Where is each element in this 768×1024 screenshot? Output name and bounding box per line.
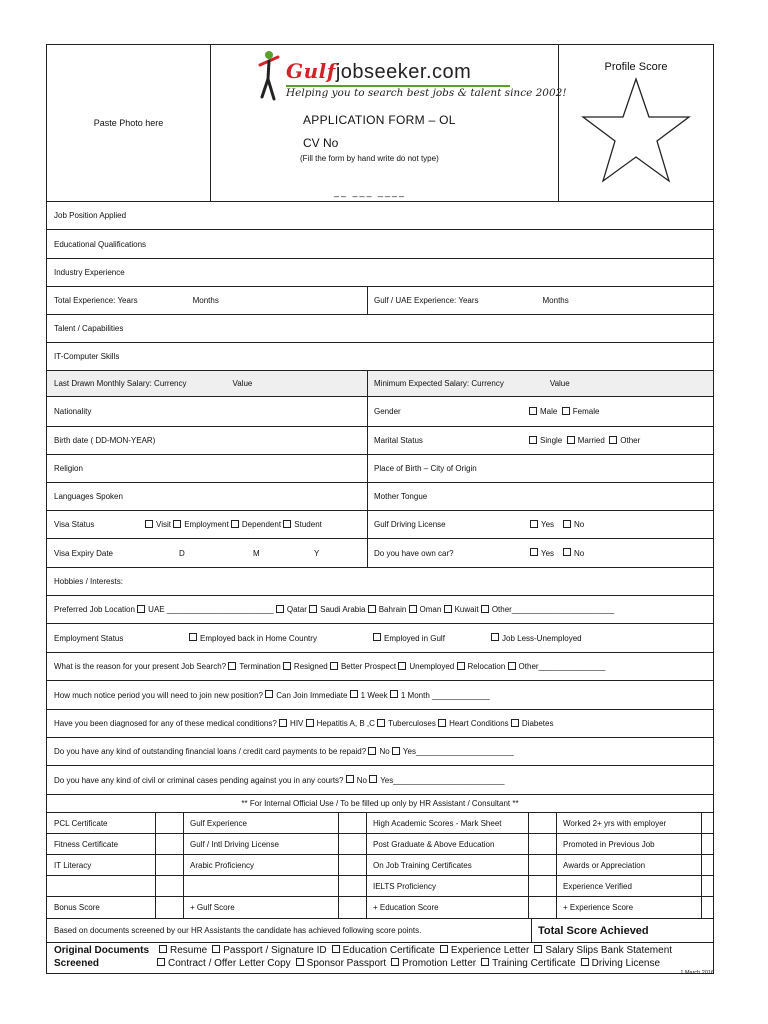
checkbox-diabetes[interactable] [511, 719, 519, 727]
hiv-label: HIV [290, 719, 304, 728]
original-doc-option [391, 958, 476, 969]
screened-label: Screened [54, 958, 100, 969]
one-month-label: 1 Month [400, 690, 430, 700]
student-label: Student [294, 520, 322, 529]
reason-other-label: Other_______________ [518, 662, 606, 671]
official-criterion: + Experience Score [563, 903, 634, 912]
form-header [47, 45, 713, 202]
tuberculoses-label: Tuberculoses [388, 719, 436, 728]
month-label: M [253, 548, 260, 558]
emp-unemployed-option [491, 634, 582, 643]
checkbox-original-doc[interactable] [157, 958, 165, 966]
checkbox-better-prospect[interactable] [330, 662, 338, 670]
dependent-label: Dependent [241, 520, 282, 529]
original-doc-label: Promotion Letter [402, 958, 477, 969]
hobbies-label: Hobbies / Interests: [54, 577, 123, 586]
min-salary-value-label: Value [549, 379, 570, 388]
row-official-title [47, 795, 713, 813]
min-salary-field[interactable] [367, 371, 713, 396]
female-label: Female [572, 407, 600, 416]
total-score-label[interactable]: Total Score Achieved [538, 924, 649, 937]
score-entry-box[interactable] [338, 876, 366, 896]
reason-label: What is the reason for your present Job Search? [54, 662, 227, 671]
score-entry-box[interactable] [701, 834, 713, 854]
row-industry[interactable] [47, 259, 713, 287]
checkbox-relocation[interactable] [457, 662, 465, 670]
reason-field [47, 653, 605, 680]
photo-box[interactable] [47, 45, 211, 201]
row-reason [47, 653, 713, 681]
notice-label: How much notice period you will need to join new position? [54, 690, 264, 700]
driving-license-field [367, 511, 713, 538]
oman-label: Oman [419, 605, 442, 614]
driving-options [530, 520, 584, 529]
profile-score-title: Profile Score [604, 61, 668, 73]
gender-label: Gender [374, 407, 401, 416]
visit-label: Visit [156, 520, 171, 529]
official-criterion: IT Literacy [54, 860, 92, 870]
checkbox-tuberculoses[interactable] [377, 719, 385, 727]
row-medical [47, 710, 713, 738]
header-center [210, 45, 567, 201]
last-salary-label: Last Drawn Monthly Salary: Currency [54, 379, 187, 388]
official-row [47, 834, 713, 855]
checkbox-original-doc[interactable] [296, 958, 304, 966]
medical-label: Have you been diagnosed for any of these medical conditions? [54, 719, 277, 728]
checkbox-reason-other[interactable] [508, 662, 516, 670]
visa-status-field [47, 511, 367, 538]
score-entry-box[interactable] [155, 813, 183, 833]
official-criterion: Fitness Certificate [54, 839, 119, 849]
cv-number-label: CV No [303, 136, 339, 150]
employment-label: Employment [184, 520, 229, 529]
other-location-label: Other_______________________ [491, 605, 615, 614]
gulf-exp-label: Gulf / UAE Experience: Years [374, 296, 479, 305]
original-doc-option [581, 958, 660, 969]
birth-date-label: Birth date ( DD-MON-YEAR) [54, 436, 156, 445]
cases-field [47, 766, 504, 794]
official-criterion: Gulf Experience [190, 818, 247, 828]
checkbox-hepatitis[interactable] [306, 719, 314, 727]
row-languages[interactable] [47, 483, 713, 511]
score-entry-box[interactable] [338, 834, 366, 854]
footer-date: 1 March 2016 [680, 970, 714, 976]
cases-no-label: No [356, 775, 367, 785]
checkbox-immediate[interactable] [265, 690, 273, 698]
saudi-label: Saudi Arabia [320, 605, 366, 614]
gender-field [367, 397, 713, 426]
checkbox-married[interactable] [567, 436, 575, 444]
row-talent[interactable] [47, 315, 713, 343]
place-birth-field[interactable] [367, 455, 713, 482]
emp-home-label: Employed back in Home Country [200, 633, 317, 643]
checkbox-car-yes[interactable] [530, 548, 538, 556]
own-car-label: Do you have own car? [374, 548, 454, 558]
job-position-label: Job Position Applied [54, 211, 127, 220]
preferred-location-label: Preferred Job Location [54, 605, 135, 614]
row-religion[interactable] [47, 455, 713, 483]
official-criterion: On Job Training Certificates [373, 860, 472, 870]
cases-yes-label: Yes_________________________ [380, 775, 505, 785]
it-skills-label: IT-Computer Skills [54, 352, 120, 361]
checkbox-loans-no[interactable] [368, 747, 376, 755]
score-entry-box[interactable] [528, 855, 556, 875]
photo-label: Paste Photo here [93, 118, 164, 128]
single-label: Single [540, 436, 563, 445]
checkbox-cases-no[interactable] [346, 775, 354, 783]
visa-expiry-label: Visa Expiry Date [54, 548, 113, 558]
cases-label: Do you have any kind of civil or criminal cases pending against you in any courts? [54, 775, 344, 785]
official-criterion: High Academic Scores - Mark Sheet [373, 818, 502, 828]
religion-field[interactable] [47, 455, 367, 482]
checkbox-kuwait[interactable] [444, 605, 452, 613]
talent-label: Talent / Capabilities [54, 324, 124, 333]
no-label: No [573, 520, 585, 529]
row-salary[interactable] [47, 371, 713, 397]
birth-date-field[interactable] [47, 427, 367, 454]
application-form [46, 44, 714, 974]
row-visa-expiry[interactable] [47, 539, 713, 568]
gender-options [529, 407, 599, 416]
original-doc-option [157, 958, 291, 969]
original-doc-label: Contract / Offer Letter Copy [168, 958, 291, 969]
score-entry-box[interactable] [528, 897, 556, 918]
education-label: Educational Qualifications [54, 239, 147, 249]
visa-expiry-field[interactable] [47, 539, 367, 567]
row-it-skills[interactable] [47, 343, 713, 371]
day-label: D [179, 548, 185, 558]
gulf-exp-field[interactable] [367, 287, 713, 314]
relocation-label: Relocation [467, 662, 506, 671]
official-criterion: IELTS Proficiency [373, 881, 436, 891]
marital-field [367, 427, 713, 454]
official-criterion: Arabic Proficiency [190, 860, 255, 870]
marital-options [529, 436, 640, 445]
religion-label: Religion [54, 464, 83, 473]
official-criterion: Bonus Score [54, 903, 100, 912]
checkbox-female[interactable] [562, 407, 570, 415]
official-criterion: Promoted in Previous Job [563, 839, 655, 849]
no-label: No [573, 548, 585, 558]
original-docs-line-1 [159, 945, 677, 956]
uae-label: UAE ________________________ [148, 605, 274, 614]
other-label: Other [620, 436, 641, 445]
emp-gulf-option [373, 634, 445, 643]
original-doc-option [332, 945, 435, 956]
male-label: Male [540, 407, 558, 416]
yes-label: Yes [541, 548, 555, 558]
profile-score-box [558, 45, 713, 201]
industry-label: Industry Experience [54, 268, 125, 277]
checkbox-license-no[interactable] [563, 520, 571, 528]
checkbox-visit[interactable] [145, 520, 153, 528]
official-criterion: + Gulf Score [190, 903, 235, 912]
original-doc-option [481, 958, 576, 969]
logo-tagline: Helping you to search best jobs & talent since 2002! [286, 87, 567, 99]
checkbox-dependent[interactable] [231, 520, 239, 528]
checkbox-single[interactable] [529, 436, 537, 444]
official-use-title: ** For Internal Official Use / To be filled up only by HR Assistant / Consultant ** [241, 799, 519, 808]
checkbox-original-doc[interactable] [440, 945, 448, 953]
hepatitis-label: Hepatitis A, B ,C [316, 719, 375, 728]
row-loans [47, 738, 713, 766]
score-entry-box[interactable] [338, 813, 366, 833]
official-row [47, 855, 713, 876]
checkbox-loans-yes[interactable] [392, 747, 400, 755]
official-row [47, 813, 713, 834]
checkbox-qatar[interactable] [276, 605, 284, 613]
visa-status-label: Visa Status [54, 520, 95, 529]
checkbox-car-no[interactable] [563, 548, 571, 556]
checkbox-uae[interactable] [137, 605, 145, 613]
checkbox-male[interactable] [529, 407, 537, 415]
score-entry-box[interactable] [701, 897, 713, 918]
checkbox-unemployed[interactable] [398, 662, 406, 670]
total-exp-months-label: Months [192, 296, 219, 305]
checkbox-oman[interactable] [409, 605, 417, 613]
checkbox-1-month[interactable] [390, 690, 398, 698]
notice-blank[interactable]: _____________ [432, 690, 490, 700]
bahrain-label: Bahrain [378, 605, 407, 614]
official-criterion: Worked 2+ yrs with employer [563, 818, 667, 828]
checkbox-original-doc[interactable] [391, 958, 399, 966]
logo-wordmark: Gulfjobseeker.com [286, 59, 472, 83]
checkbox-emp-home[interactable] [189, 633, 197, 641]
total-exp-field[interactable] [47, 287, 367, 314]
score-entry-box[interactable] [155, 876, 183, 896]
checkbox-emp-gulf[interactable] [373, 633, 381, 641]
emp-home-option [189, 634, 317, 643]
one-week-label: 1 Week [360, 690, 388, 700]
loans-no-label: No [379, 747, 390, 756]
heart-label: Heart Conditions [449, 719, 509, 728]
total-exp-label: Total Experience: Years [54, 296, 138, 305]
languages-label: Languages Spoken [54, 492, 123, 501]
yes-label: Yes [541, 520, 555, 529]
runner-figure-icon [256, 49, 286, 105]
qatar-label: Qatar [286, 605, 307, 614]
row-job-position[interactable] [47, 202, 713, 230]
original-doc-label: Training Certificate [492, 958, 576, 969]
checkbox-other-location[interactable] [481, 605, 489, 613]
score-entry-box[interactable] [528, 834, 556, 854]
original-doc-option [159, 945, 207, 956]
star-icon [576, 75, 696, 187]
checkbox-emp-unemployed[interactable] [491, 633, 499, 641]
original-doc-label: Experience Letter [450, 945, 530, 956]
official-criterion: PCL Certificate [54, 818, 108, 828]
mother-tongue-field[interactable] [367, 483, 713, 510]
score-entry-box[interactable] [338, 855, 366, 875]
official-criterion: Awards or Appreciation [563, 860, 646, 870]
checkbox-1-week[interactable] [350, 690, 358, 698]
original-doc-label: Resume [170, 945, 208, 956]
checkbox-original-doc[interactable] [534, 945, 542, 953]
checkbox-employment[interactable] [173, 520, 181, 528]
immediate-label: Can Join Immediate [276, 690, 348, 700]
row-nationality[interactable] [47, 397, 713, 427]
checkbox-original-doc[interactable] [481, 958, 489, 966]
official-row [47, 876, 713, 897]
original-doc-option [534, 945, 672, 956]
row-preferred-location [47, 596, 713, 624]
nationality-label: Nationality [54, 407, 92, 416]
emp-gulf-label: Employed in Gulf [384, 633, 445, 643]
checkbox-license-yes[interactable] [530, 520, 538, 528]
driving-license-label: Gulf Driving License [374, 520, 446, 529]
gulfjobseeker-logo [256, 49, 567, 105]
checkbox-original-doc[interactable] [332, 945, 340, 953]
original-doc-option [440, 945, 529, 956]
checkbox-student[interactable] [283, 520, 291, 528]
row-hobbies[interactable] [47, 568, 713, 596]
visa-options [145, 520, 322, 529]
notice-field [47, 681, 490, 709]
last-salary-value-label: Value [232, 379, 253, 388]
original-doc-label: Salary Slips Bank Statement [545, 945, 673, 956]
fill-instruction: (Fill the form by hand write do not type) [300, 154, 439, 163]
kuwait-label: Kuwait [454, 605, 479, 614]
score-entry-box[interactable] [701, 855, 713, 875]
official-criterion: Gulf / Intl Driving License [190, 839, 279, 849]
place-birth-label: Place of Birth – City of Origin [374, 464, 477, 473]
original-doc-label: Passport / Signature ID [223, 945, 327, 956]
checkbox-bahrain[interactable] [368, 605, 376, 613]
row-birth[interactable] [47, 427, 713, 455]
original-docs-line-2 [157, 958, 665, 969]
original-doc-option [212, 945, 326, 956]
official-criterion: Experience Verified [563, 881, 632, 891]
resigned-label: Resigned [293, 662, 328, 671]
official-score-grid [47, 813, 713, 919]
score-entry-box[interactable] [701, 876, 713, 896]
score-entry-box[interactable] [528, 813, 556, 833]
loans-label: Do you have any kind of outstanding financial loans / credit card payments to be repaid? [54, 747, 367, 756]
cv-number-blanks[interactable]: __ ___ ____ [334, 187, 407, 197]
unemployed-label: Unemployed [409, 662, 455, 671]
row-score-summary [47, 919, 713, 943]
score-summary-text: Based on documents screened by our HR Assistants the candidate has achieved following score points. [54, 926, 422, 935]
diabetes-label: Diabetes [521, 719, 554, 728]
emp-unemployed-label: Job Less-Unemployed [502, 633, 582, 643]
row-visa-status [47, 511, 713, 539]
marital-label: Marital Status [374, 436, 423, 445]
checkbox-termination[interactable] [228, 662, 236, 670]
gulf-exp-months-label: Months [542, 296, 569, 305]
checkbox-saudi[interactable] [309, 605, 317, 613]
checkbox-other[interactable] [609, 436, 617, 444]
checkbox-original-doc[interactable] [581, 958, 589, 966]
score-entry-box[interactable] [528, 876, 556, 896]
row-experience[interactable] [47, 287, 713, 315]
score-entry-box[interactable] [701, 813, 713, 833]
score-entry-box[interactable] [338, 897, 366, 918]
employment-status-field [47, 624, 582, 652]
year-label: Y [314, 548, 320, 558]
mother-tongue-label: Mother Tongue [374, 492, 428, 501]
row-cases [47, 766, 713, 795]
min-salary-label: Minimum Expected Salary: Currency [374, 379, 504, 388]
row-notice [47, 681, 713, 710]
own-car-field [367, 539, 713, 567]
last-salary-field[interactable] [47, 371, 367, 396]
official-criterion: + Education Score [373, 903, 439, 912]
checkbox-resigned[interactable] [283, 662, 291, 670]
medical-field [47, 710, 553, 737]
score-entry-box[interactable] [155, 855, 183, 875]
official-criterion [183, 876, 338, 896]
original-documents-label: Original Documents [54, 945, 150, 956]
termination-label: Termination [239, 662, 281, 671]
employment-status-label: Employment Status [54, 633, 124, 643]
score-entry-box[interactable] [155, 834, 183, 854]
row-education[interactable] [47, 230, 713, 259]
original-documents-section [47, 943, 713, 973]
original-doc-label: Driving License [591, 958, 661, 969]
married-label: Married [577, 436, 605, 445]
checkbox-original-doc[interactable] [159, 945, 167, 953]
checkbox-heart[interactable] [438, 719, 446, 727]
score-entry-box[interactable] [155, 897, 183, 918]
car-options [530, 549, 584, 558]
original-doc-label: Education Certificate [342, 945, 435, 956]
loans-yes-label: Yes______________________ [402, 747, 514, 756]
row-employment-status [47, 624, 713, 653]
original-doc-label: Sponsor Passport [306, 958, 387, 969]
checkbox-hiv[interactable] [279, 719, 287, 727]
preferred-location-field [47, 596, 614, 623]
checkbox-cases-yes[interactable] [369, 775, 377, 783]
nationality-field[interactable] [47, 397, 367, 426]
loans-field [47, 738, 514, 765]
languages-field[interactable] [47, 483, 367, 510]
official-criterion: Post Graduate & Above Education [373, 839, 495, 849]
better-prospect-label: Better Prospect [340, 662, 397, 671]
checkbox-original-doc[interactable] [212, 945, 220, 953]
official-criterion [47, 876, 155, 896]
form-title: APPLICATION FORM – OL [303, 113, 456, 127]
official-row [47, 897, 713, 919]
original-doc-option [296, 958, 387, 969]
